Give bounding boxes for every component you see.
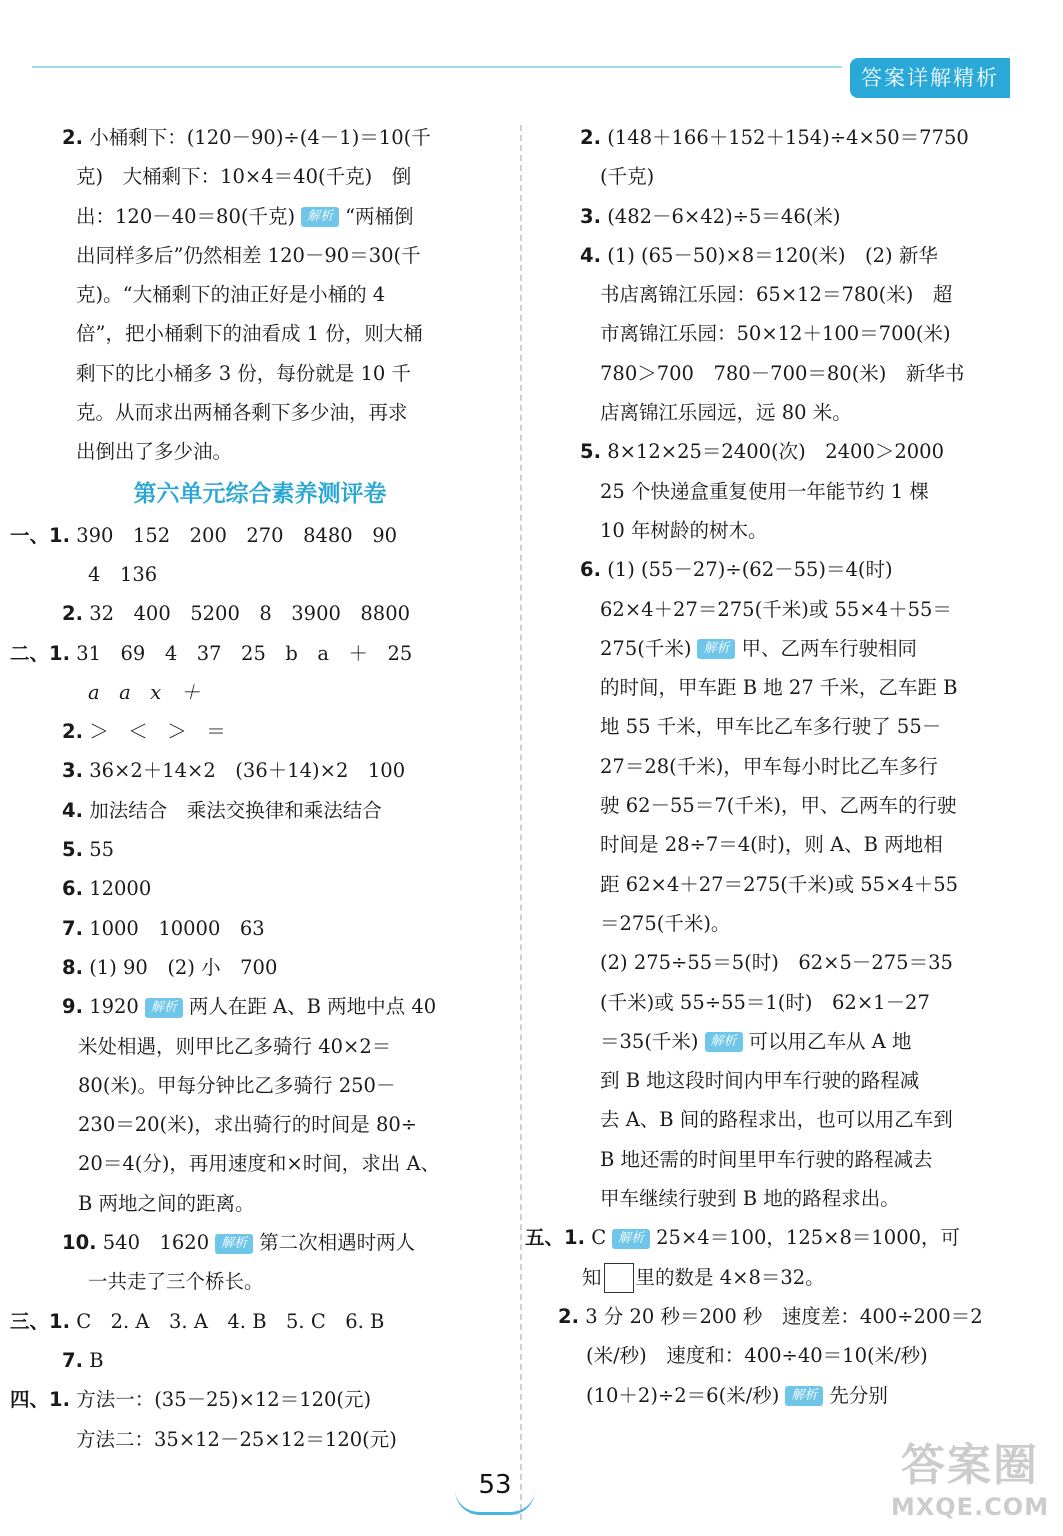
right-line: (千米)或 55÷55＝1(时) 62×1－27 — [600, 990, 930, 1014]
right-line: 4. (1) (65－50)×8＝120(米) (2) 新华 — [580, 243, 938, 267]
left-line: 出：120－40＝80(千克) 解析 “两桶倒 — [76, 204, 414, 228]
left-line: 2. 小桶剩下：(120－90)÷(4－1)＝10(千 — [62, 126, 431, 149]
right-line: 2. (148＋166＋152＋154)÷4×50＝7750 — [580, 126, 969, 149]
watermark-logo — [885, 1438, 1055, 1528]
right-line: 62×4＋27＝275(千米)或 55×4＋55＝ — [600, 597, 952, 621]
right-line: (米/秒) 速度和：400÷40＝10(米/秒) — [586, 1344, 928, 1368]
right-line: ＝35(千米) 解析 可以用乙车从 A 地 — [600, 1029, 912, 1053]
analysis-tag: 解析 — [301, 207, 339, 227]
left-line: 克。从而求出两桶各剩下多少油，再求 — [76, 401, 408, 425]
left-line: 克) 大桶剩下：10×4＝40(千克) 倒 — [76, 165, 412, 189]
left-line: 倍”，把小桶剩下的油看成 1 份，则大桶 — [76, 322, 423, 346]
left-line: 9. 1920 解析 两人在距 A、B 两地中点 40 — [62, 995, 437, 1019]
left-line: 6. 12000 — [62, 877, 152, 901]
left-line: 2. 32 400 5200 8 3900 8800 — [62, 602, 411, 626]
right-line: 到 B 地这段时间内甲车行驶的路程减 — [600, 1069, 920, 1093]
watermark-url: MXQE.COM — [890, 1493, 1050, 1521]
left-line: 230＝20(米)，求出骑行的时间是 80÷ — [78, 1113, 418, 1137]
left-line: 一共走了三个桥长。 — [88, 1270, 264, 1294]
right-line: 3. (482－6×42)÷5＝46(米) — [580, 204, 841, 228]
left-line: 20＝4(分)，再用速度和×时间，求出 A、 — [78, 1152, 441, 1176]
answer-badge: 答案详解精析 — [850, 58, 1010, 98]
right-line: 5. 8×12×25＝2400(次) 2400＞2000 — [580, 440, 944, 464]
right-line: 时间是 28÷7＝4(时)，则 A、B 两地相 — [600, 833, 943, 857]
left-line: 出倒出了多少油。 — [76, 440, 233, 464]
left-line: 3. 36×2＋14×2 (36＋14)×2 100 — [62, 759, 406, 783]
left-line: 出同样多后”仍然相差 120－90＝30(千 — [76, 243, 421, 267]
right-line: 驶 62－55＝7(千米)，甲、乙两车的行驶 — [600, 794, 957, 818]
left-column — [0, 118, 520, 1459]
right-line: 10 年树龄的树木。 — [600, 518, 768, 542]
analysis-tag: 解析 — [612, 1229, 650, 1249]
left-line: B 两地之间的距离。 — [78, 1191, 255, 1215]
left-line: 8. (1) 90 (2) 小 700 — [62, 955, 278, 979]
right-line: 五、1. C 解析 25×4＝100，125×8＝1000，可 — [525, 1226, 961, 1250]
analysis-tag: 解析 — [145, 998, 183, 1018]
right-line: (10＋2)÷2＝6(米/秒) 解析 先分别 — [586, 1383, 888, 1407]
left-line: 一、1. 390 152 200 270 8480 90 — [10, 523, 398, 547]
left-line: 4. 加法结合 乘法交换律和乘法结合 — [62, 798, 382, 822]
left-line: 2. ＞ ＜ ＞ ＝ — [62, 720, 226, 744]
right-line: 市离锦江乐园：50×12＋100＝700(米) — [600, 322, 951, 346]
right-line: 店离锦江乐园远，远 80 米。 — [600, 401, 852, 425]
right-line: 275(千米) 解析 甲、乙两车行驶相同 — [600, 636, 917, 660]
left-line: 克)。“大桶剩下的油正好是小桶的 4 — [76, 283, 386, 307]
right-line: (2) 275÷55＝5(时) 62×5－275＝35 — [600, 951, 953, 975]
right-line: 书店离锦江乐园：65×12＝780(米) 超 — [600, 283, 953, 307]
right-line: 甲车继续行驶到 B 地的路程求出。 — [600, 1187, 900, 1211]
analysis-tag: 解析 — [705, 1032, 743, 1052]
left-line: 方法二：35×12－25×12＝120(元) — [76, 1427, 397, 1451]
analysis-tag: 解析 — [697, 639, 735, 659]
left-line: 7. B — [62, 1348, 104, 1372]
section-title: 第六单元综合素养测评卷 — [133, 480, 387, 507]
analysis-tag: 解析 — [785, 1386, 823, 1406]
left-line: 80(米)。甲每分钟比乙多骑行 250－ — [78, 1073, 396, 1097]
right-line: ＝275(千米)。 — [600, 911, 731, 935]
left-line: a a x ＋ — [88, 680, 201, 704]
left-line: 米处相遇，则甲比乙多骑行 40×2＝ — [78, 1034, 392, 1058]
left-line: 7. 1000 10000 63 — [62, 916, 265, 940]
right-line: 780＞700 780－700＝80(米) 新华书 — [600, 361, 965, 385]
left-line: 5. 55 — [62, 838, 115, 862]
header-rule — [32, 66, 842, 68]
right-line: 的时间，甲车距 B 地 27 千米，乙车距 B — [600, 676, 958, 700]
left-line: 剩下的比小桶多 3 份，每份就是 10 千 — [76, 361, 412, 385]
right-line: 2. 3 分 20 秒＝200 秒 速度差：400÷200＝2 — [558, 1304, 983, 1328]
right-line: 27＝28(千米)，甲车每小时比乙车多行 — [600, 754, 938, 778]
analysis-tag: 解析 — [215, 1234, 253, 1254]
left-line: 二、1. 31 69 4 37 25 b a ＋ 25 — [10, 641, 413, 665]
right-line: 距 62×4＋27＝275(千米)或 55×4＋55 — [600, 872, 959, 896]
right-column — [520, 118, 1045, 1415]
left-line: 四、1. 方法一：(35－25)×12＝120(元) — [10, 1388, 372, 1412]
right-line: (千克) — [600, 165, 655, 189]
page-number: 53 — [478, 1470, 512, 1500]
answer-blank-box — [604, 1263, 634, 1293]
left-line: 三、1. C 2. A 3. A 4. B 5. C 6. B — [10, 1309, 385, 1333]
page-number-arc — [455, 1490, 535, 1515]
right-line: 25 个快递盒重复使用一年能节约 1 棵 — [600, 479, 929, 503]
right-line: 知 里的数是 4×8＝32。 — [520, 1258, 1045, 1297]
right-line: B 地还需的时间里甲车行驶的路程减去 — [600, 1147, 933, 1171]
right-line: 6. (1) (55－27)÷(62－55)＝4(时) — [580, 558, 893, 582]
left-line: 10. 540 1620 解析 第二次相遇时两人 — [62, 1231, 416, 1255]
watermark-text: 答案圈 — [901, 1440, 1039, 1491]
left-line: 4 136 — [88, 562, 158, 586]
right-line: 地 55 千米，甲车比乙车多行驶了 55－ — [600, 715, 942, 739]
right-line: 去 A、B 间的路程求出，也可以用乙车到 — [600, 1108, 953, 1132]
